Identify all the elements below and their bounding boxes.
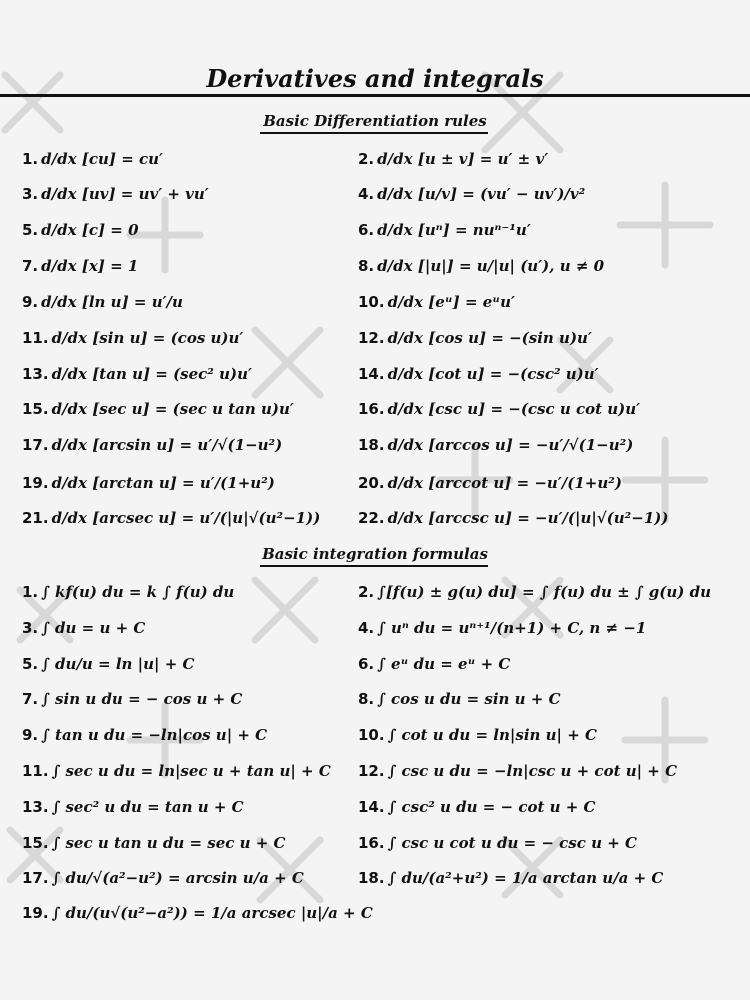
- int-rule: 15. ∫ sec u tan u du = sec u + C: [22, 834, 286, 852]
- integration-heading-underline: [260, 565, 488, 567]
- diff-rule: 11. d/dx [sin u] = (cos u)u′: [22, 329, 244, 347]
- integration-heading: Basic integration formulas: [262, 545, 488, 563]
- title-divider: [0, 94, 750, 97]
- int-rule: 11. ∫ sec u du = ln|sec u + tan u| + C: [22, 762, 331, 780]
- diff-rule: 22. d/dx [arccsc u] = −u′/(|u|√(u²−1)): [358, 509, 669, 527]
- int-rule: 9. ∫ tan u du = −ln|cos u| + C: [22, 726, 268, 744]
- int-rule: 6. ∫ eᵘ du = eᵘ + C: [358, 655, 511, 673]
- diff-rule: 2. d/dx [u ± v] = u′ ± v′: [358, 150, 549, 168]
- page-title: Derivatives and integrals: [206, 64, 544, 93]
- diff-rule: 14. d/dx [cot u] = −(csc² u)u′: [358, 365, 599, 383]
- differentiation-heading-underline: [260, 132, 488, 134]
- diff-rule: 9. d/dx [ln u] = u′/u: [22, 293, 183, 311]
- int-rule: 12. ∫ csc u du = −ln|csc u + cot u| + C: [358, 762, 678, 780]
- diff-rule: 7. d/dx [x] = 1: [22, 257, 139, 275]
- diff-rule: 21. d/dx [arcsec u] = u′/(|u|√(u²−1)): [22, 509, 321, 527]
- int-rule: 18. ∫ du/(a²+u²) = 1/a arctan u/a + C: [358, 869, 664, 887]
- diff-rule: 3. d/dx [uv] = uv′ + vu′: [22, 185, 209, 203]
- diff-rule: 18. d/dx [arccos u] = −u′/√(1−u²): [358, 436, 634, 454]
- diff-rule: 16. d/dx [csc u] = −(csc u cot u)u′: [358, 400, 641, 418]
- diff-rule: 1. d/dx [cu] = cu′: [22, 150, 164, 168]
- int-rule: 10. ∫ cot u du = ln|sin u| + C: [358, 726, 597, 744]
- int-rule: 4. ∫ uⁿ du = uⁿ⁺¹/(n+1) + C, n ≠ −1: [358, 619, 647, 637]
- diff-rule: 5. d/dx [c] = 0: [22, 221, 139, 239]
- int-rule: 5. ∫ du/u = ln |u| + C: [22, 655, 195, 673]
- differentiation-heading: Basic Differentiation rules: [263, 112, 487, 130]
- diff-rule: 19. d/dx [arctan u] = u′/(1+u²): [22, 474, 275, 492]
- diff-rule: 15. d/dx [sec u] = (sec u tan u)u′: [22, 400, 294, 418]
- int-rule: 13. ∫ sec² u du = tan u + C: [22, 798, 244, 816]
- int-rule: 3. ∫ du = u + C: [22, 619, 146, 637]
- int-rule: 8. ∫ cos u du = sin u + C: [358, 690, 561, 708]
- diff-rule: 12. d/dx [cos u] = −(sin u)u′: [358, 329, 592, 347]
- int-rule: 2. ∫[f(u) ± g(u) du] = ∫ f(u) du ± ∫ g(u) du: [358, 583, 712, 601]
- diff-rule: 13. d/dx [tan u] = (sec² u)u′: [22, 365, 252, 383]
- int-rule: 14. ∫ csc² u du = − cot u + C: [358, 798, 596, 816]
- diff-rule: 10. d/dx [eᵘ] = eᵘu′: [358, 293, 515, 311]
- diff-rule: 17. d/dx [arcsin u] = u′/√(1−u²): [22, 436, 283, 454]
- diff-rule: 20. d/dx [arccot u] = −u′/(1+u²): [358, 474, 622, 492]
- int-rule: 17. ∫ du/√(a²−u²) = arcsin u/a + C: [22, 869, 304, 887]
- int-rule: 19. ∫ du/(u√(u²−a²)) = 1/a arcsec |u|/a + C: [22, 904, 373, 922]
- diff-rule: 4. d/dx [u/v] = (vu′ − uv′)/v²: [358, 185, 586, 203]
- int-rule: 16. ∫ csc u cot u du = − csc u + C: [358, 834, 637, 852]
- int-rule: 1. ∫ kf(u) du = k ∫ f(u) du: [22, 583, 235, 601]
- diff-rule: 6. d/dx [uⁿ] = nuⁿ⁻¹u′: [358, 221, 531, 239]
- int-rule: 7. ∫ sin u du = − cos u + C: [22, 690, 243, 708]
- diff-rule: 8. d/dx [|u|] = u/|u| (u′), u ≠ 0: [358, 257, 605, 275]
